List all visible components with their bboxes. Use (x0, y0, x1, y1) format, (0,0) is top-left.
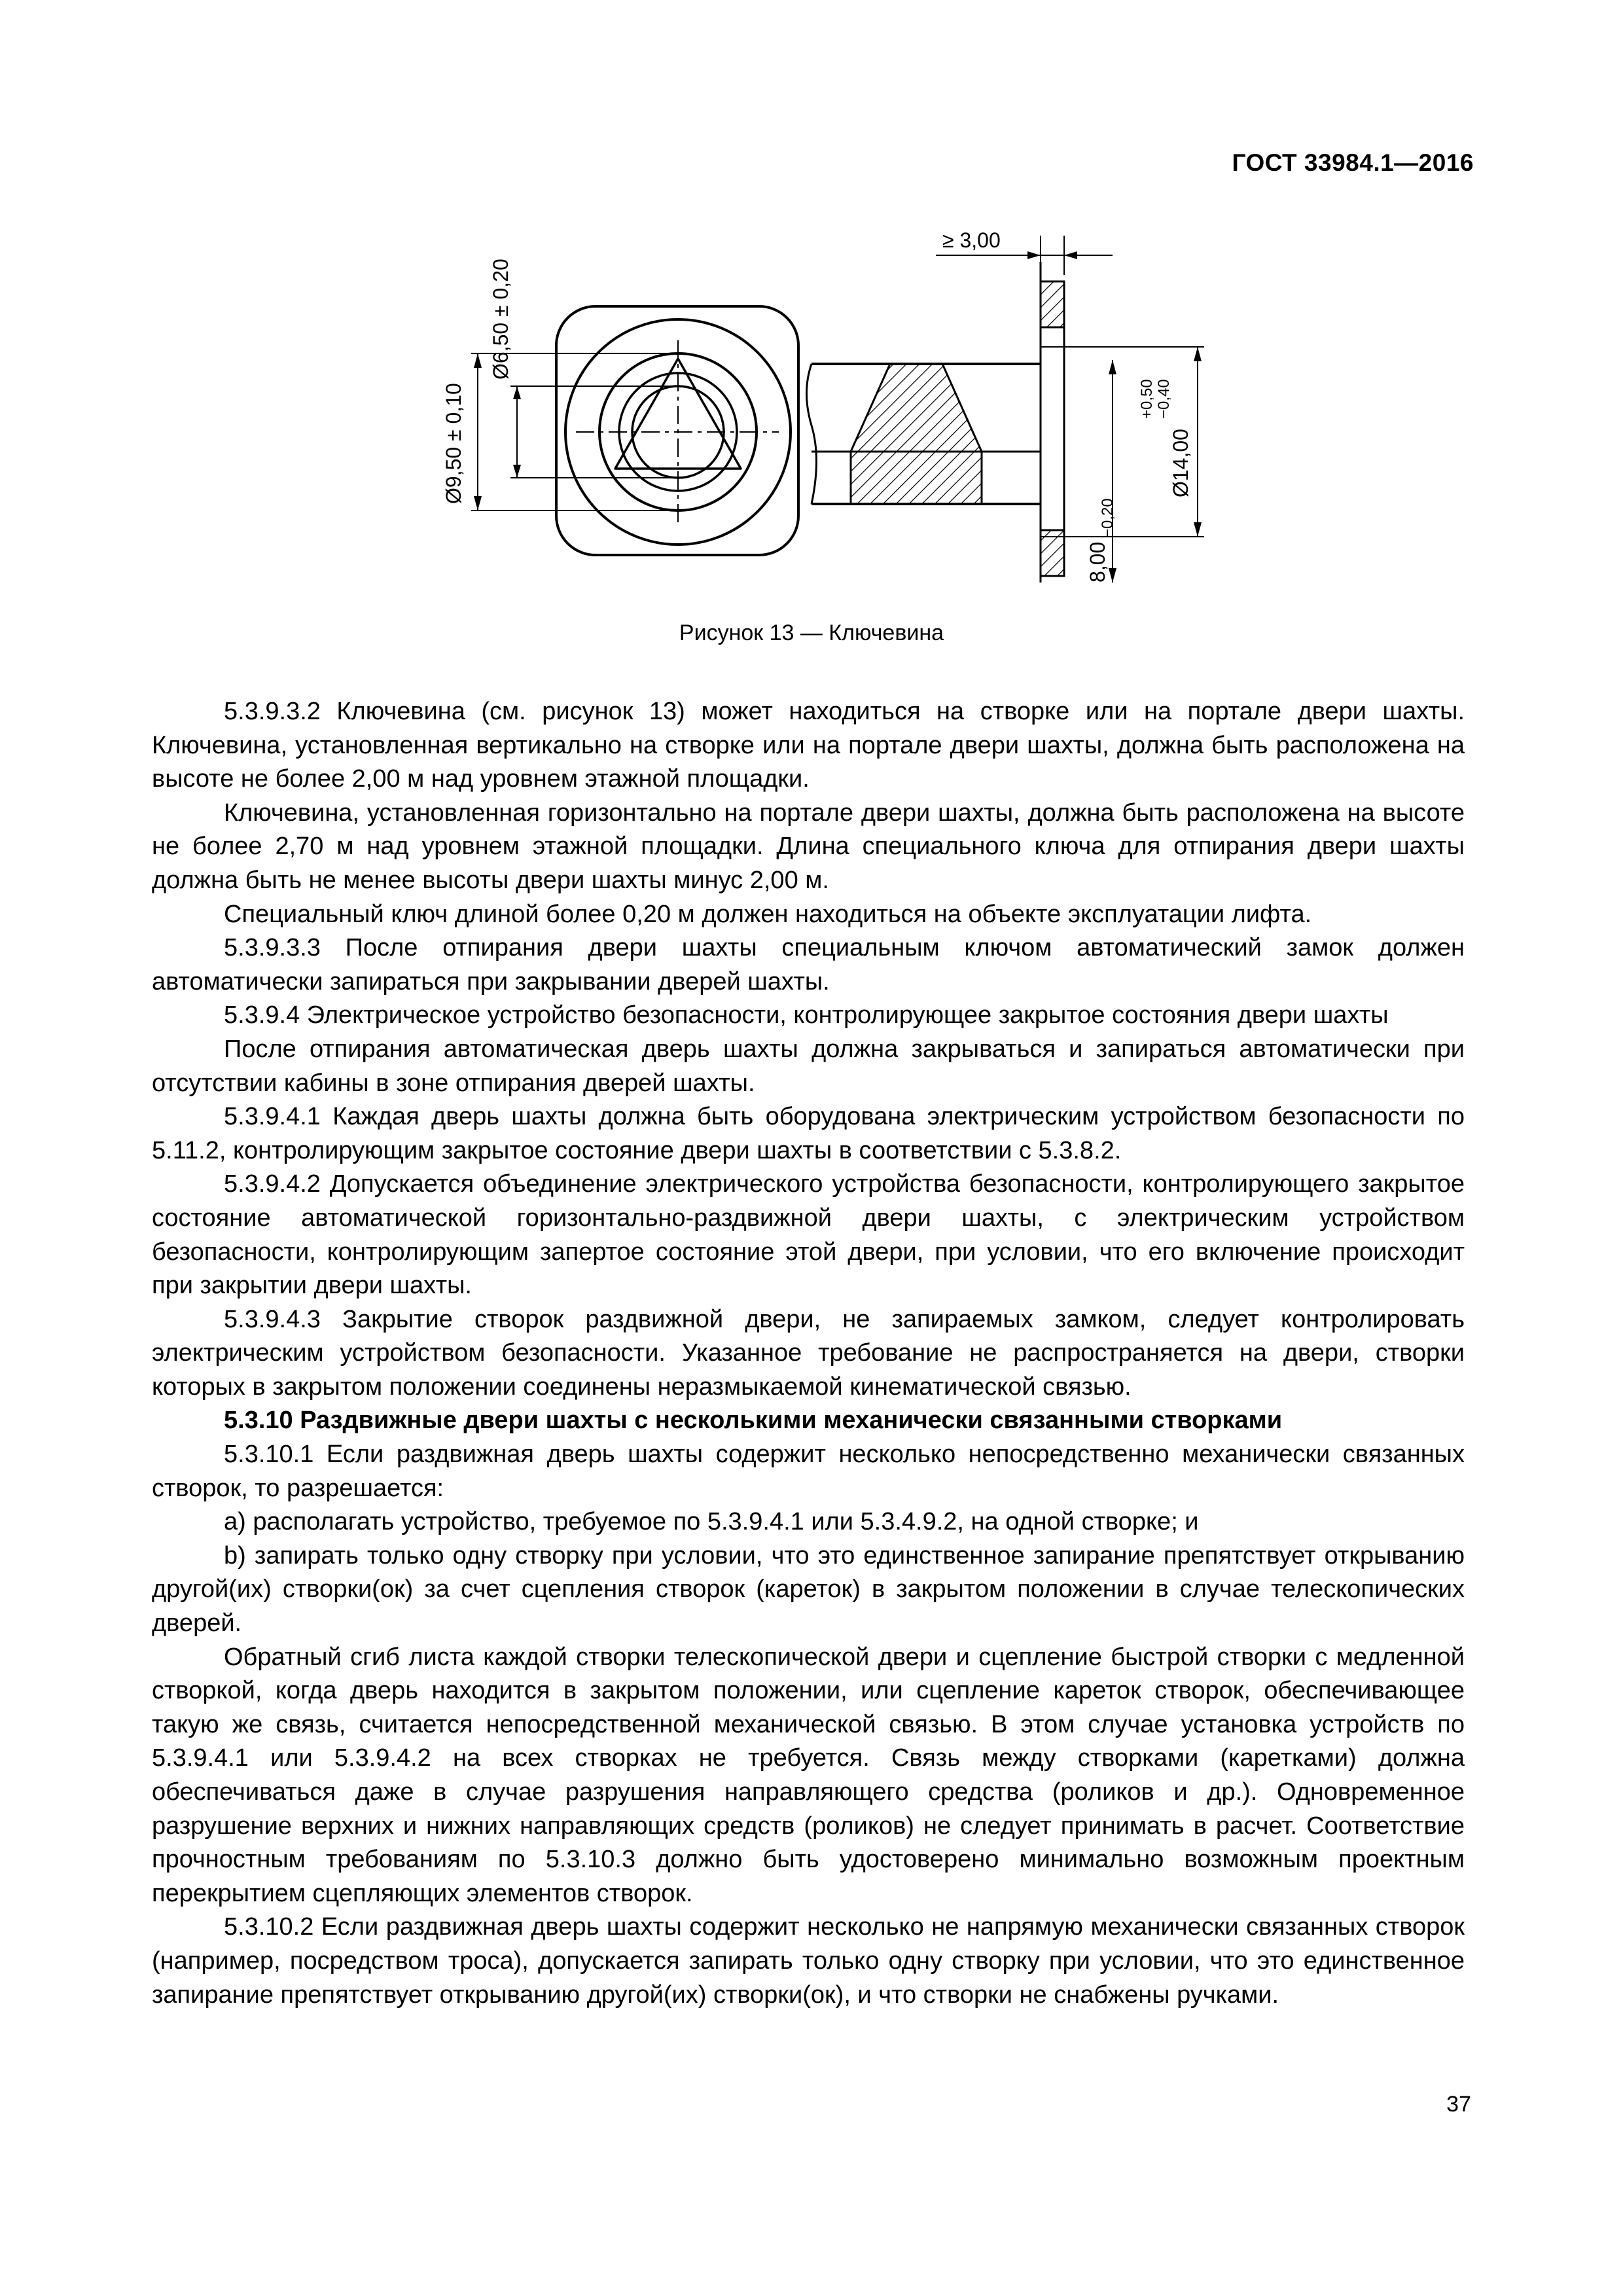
key-tip-section (851, 364, 982, 504)
document-body (152, 695, 1465, 2012)
dim-l800-label: 8,00 (1086, 541, 1109, 583)
dim-d1400-upper-tol: +0,50 (1138, 379, 1156, 419)
dim-d1400-label: Ø14,00 (1169, 429, 1192, 497)
paragraph: 5.3.10.1 Если раздвижная дверь шахты содержит несколько непосредственно механически связанных створок, то разрешается: (152, 1441, 1465, 1502)
plate-section-top (1041, 281, 1064, 327)
list-item: b) запирать только одну створку при условии, что это единственное запирание препятствует открыванию другой(их) створки(ок) за счет сцепления створок (кареток) в закрытом положении в случае телескопических дверей. (152, 1541, 1465, 1638)
section-heading: 5.3.10 Раздвижные двери шахты с несколькими механически связанными створками (224, 1407, 1283, 1435)
paragraph: 5.3.9.3.3 После отпирания двери шахты специальным ключом автоматический замок должен автоматически запираться при закрывании дверей шахты. (152, 934, 1465, 996)
document-code: ГОСТ 33984.1—2016 (1232, 149, 1474, 176)
dim-l800-tol: −0,20 (1099, 498, 1116, 538)
paragraph: 5.3.9.4.2 Допускается объединение электрического устройства безопасности, контролирующего закрытое состояние автоматической горизонтально-раздвижной двери шахты, с электрическим устройством безопасности, контролирующим запертое состояние этой двери, при условии, что его включение происходит при закрытии двери шахты. (152, 1170, 1465, 1300)
dim-ge300-label: ≥ 3,00 (942, 228, 1001, 252)
paragraph: Ключевина, установленная горизонтально на портале двери шахты, должна быть расположена на высоте не более 2,70 м над уровнем этажной площадки. Длина специального ключа для отпирания двери шахты должна быть не менее высоты двери шахты минус 2,00 м. (152, 798, 1465, 894)
paragraph: Специальный ключ длиной более 0,20 м должен находиться на объекте эксплуатации лифта. (224, 900, 1312, 928)
paragraph: 5.3.10.2 Если раздвижная дверь шахты содержит несколько не напрямую механически связанных створок (например, посредством троса), допускается запирать только одну створку при условии, что это единственное запирание препятствует открыванию другой(их) створки(ок), и что створки не снабжены ручками. (152, 1913, 1465, 2009)
paragraph: После отпирания автоматическая дверь шахты должна закрываться и запираться автоматически при отсутствии кабины в зоне отпирания дверей шахты. (152, 1035, 1465, 1097)
dim-d1400-lower-tol: −0,40 (1155, 379, 1173, 419)
dim-d650-label: Ø6,50 ± 0,20 (489, 259, 512, 380)
keyhole-drawing (393, 216, 1243, 635)
paragraph: 5.3.9.3.2 Ключевина (см. рисунок 13) может находиться на створке или на портале двери шахты. Ключевина, установленная вертикально на створке или на портале двери шахты, должна быть расположена на высоте не более 2,00 м над уровнем этажной площадки. (152, 698, 1465, 793)
figure-caption: Рисунок 13 — Ключевина (679, 620, 944, 645)
list-item: a) располагать устройство, требуемое по 5.3.9.4.1 или 5.3.4.9.2, на одной створке; и (224, 1508, 1199, 1536)
paragraph: 5.3.9.4 Электрическое устройство безопасности, контролирующее закрытое состояния двери шахты (224, 1001, 1389, 1030)
page-number: 37 (1446, 2092, 1471, 2117)
paragraph: 5.3.9.4.1 Каждая дверь шахты должна быть оборудована электрическим устройством безопасности по 5.11.2, контролирующим закрытое состояние двери шахты в соответствии с 5.3.8.2. (152, 1103, 1465, 1164)
dim-d950-label: Ø9,50 ± 0,10 (442, 383, 465, 504)
paragraph: Обратный сгиб листа каждой створки телескопической двери и сцепление быстрой створки с медленной створкой, когда дверь находится в закрытом положении, или сцепление кареток створок, обеспечивающее такую же связь, считается непосредственной механической связью. В этом случае установка устройств по 5.3.9.4.1 или 5.3.9.4.2 на всех створках не требуется. Связь между створками (каретками) должна обеспечиваться даже в случае разрушения направляющего средства (роликов и др.). Одновременное разрушение верхних и нижних направляющих средств (роликов) не следует принимать в расчет. Соответствие прочностным требованиям по 5.3.10.3 должно быть удостоверено минимально возможным проектным перекрытием сцепляющих элементов створок. (152, 1643, 1465, 1907)
paragraph: 5.3.9.4.3 Закрытие створок раздвижной двери, не запираемых замком, следует контролировать электрическим устройством безопасности. Указанное требование не распространяется на двери, створки которых в закрытом положении соединены неразмыкаемой кинематической связью. (152, 1305, 1465, 1401)
